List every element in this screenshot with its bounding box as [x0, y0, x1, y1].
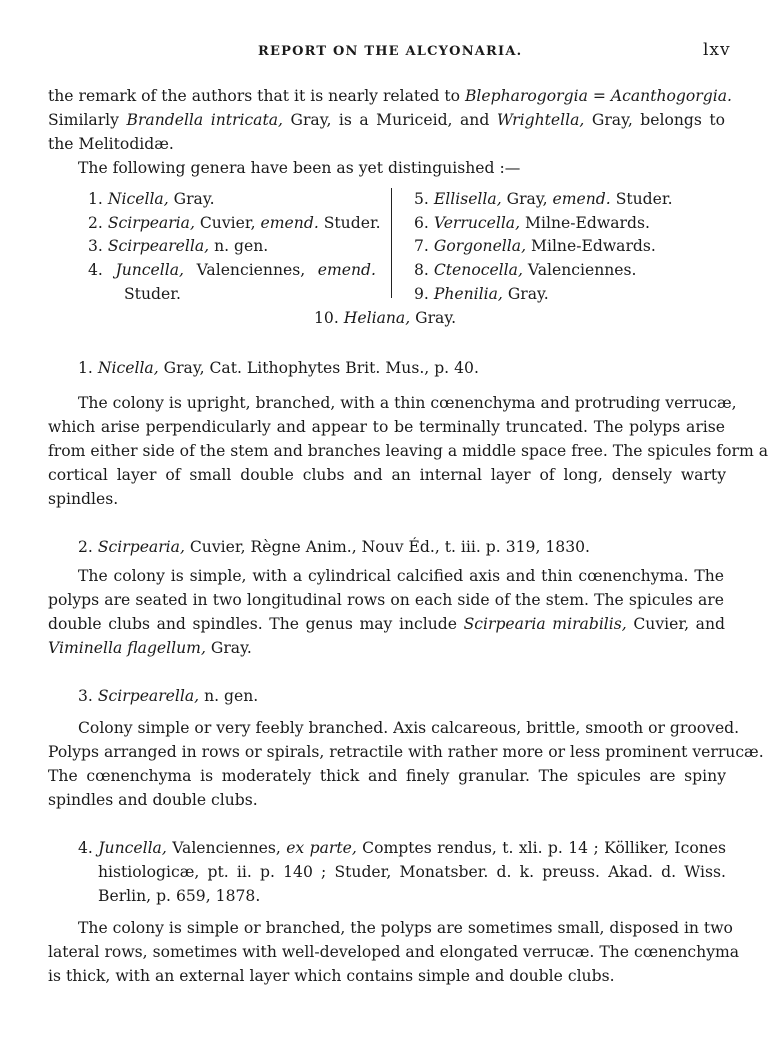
body-line: spindles and double clubs. — [48, 791, 258, 809]
running-title: REPORT ON THE ALCYONARIA. — [258, 44, 523, 59]
body-line: Viminella flagellum, Gray. — [48, 639, 252, 657]
intro-line-4: The following genera have been as yet distinguished :— — [78, 159, 521, 177]
genus-item: 8. Ctenocella, Valenciennes. — [414, 261, 637, 279]
body-line: The cœnenchyma is moderately thick and finely granular. The spicules are spiny — [48, 767, 726, 785]
genus-item-continuation: Studer. — [124, 285, 181, 303]
genus-item: 6. Verrucella, Milne-Edwards. — [414, 214, 650, 232]
body-line: is thick, with an external layer which contains simple and double clubs. — [48, 967, 615, 985]
body-line: The colony is upright, branched, with a thin cœnenchyma and protruding verrucæ, — [78, 394, 737, 412]
body-line: Polyps arranged in rows or spirals, retractile with rather more or less prominent verrucæ. — [48, 743, 764, 761]
body-line: The colony is simple or branched, the polyps are sometimes small, disposed in two — [78, 919, 733, 937]
genus-item: 5. Ellisella, Gray, emend. Studer. — [414, 190, 673, 208]
body-line: spindles. — [48, 490, 119, 508]
genus-item: 2. Scirpearia, Cuvier, emend. Studer. — [88, 214, 381, 232]
genus-item: 7. Gorgonella, Milne-Edwards. — [414, 237, 656, 255]
section-heading-2: 2. Scirpearia, Cuvier, Règne Anim., Nouv Éd., t. iii. p. 319, 1830. — [78, 538, 591, 556]
body-line: which arise perpendicularly and appear to be terminally truncated. The polyps arise — [48, 418, 725, 436]
body-line: lateral rows, sometimes with well-developed and elongated verrucæ. The cœnenchyma — [48, 943, 740, 961]
intro-line-1: the remark of the authors that it is nearly related to Blepharogorgia = Acanthogorgia. — [48, 87, 732, 105]
intro-line-3: the Melitodidæ. — [48, 135, 174, 153]
body-line: Colony simple or very feebly branched. Axis calcareous, brittle, smooth or grooved. — [78, 719, 740, 737]
body-line: double clubs and spindles. The genus may include Scirpearia mirabilis, Cuvier, and — [48, 615, 725, 633]
genus-item: 9. Phenilia, Gray. — [414, 285, 549, 303]
genus-item: 3. Scirpearella, n. gen. — [88, 237, 269, 255]
reference-line: histiologicæ, pt. ii. p. 140 ; Studer, Monatsber. d. k. preuss. Akad. d. Wiss. — [98, 863, 726, 881]
section-heading-3: 3. Scirpearella, n. gen. — [78, 687, 259, 705]
genus-item: 10. Heliana, Gray. — [314, 309, 457, 327]
body-line: from either side of the stem and branches leaving a middle space free. The spicules form a — [48, 442, 769, 460]
body-line: The colony is simple, with a cylindrical calcified axis and thin cœnenchyma. The — [78, 567, 724, 585]
body-line: cortical layer of small double clubs and an internal layer of long, densely warty — [48, 466, 726, 484]
page-number: lxv — [703, 40, 731, 60]
intro-line-2: Similarly Brandella intricata, Gray, is a Muriceid, and Wrightella, Gray, belongs to — [48, 111, 726, 129]
genus-item: 1. Nicella, Gray. — [88, 190, 215, 208]
section-heading-1: 1. Nicella, Gray, Cat. Lithophytes Brit. Mus., p. 40. — [78, 359, 479, 377]
reference-line: Berlin, p. 659, 1878. — [98, 887, 261, 905]
genus-item: 4. Juncella, Valenciennes, emend. — [88, 261, 376, 279]
section-heading-4: 4. Juncella, Valenciennes, ex parte, Comptes rendus, t. xli. p. 14 ; Kölliker, Icones — [78, 839, 726, 857]
body-line: polyps are seated in two longitudinal rows on each side of the stem. The spicules are — [48, 591, 724, 609]
column-divider — [391, 188, 392, 298]
